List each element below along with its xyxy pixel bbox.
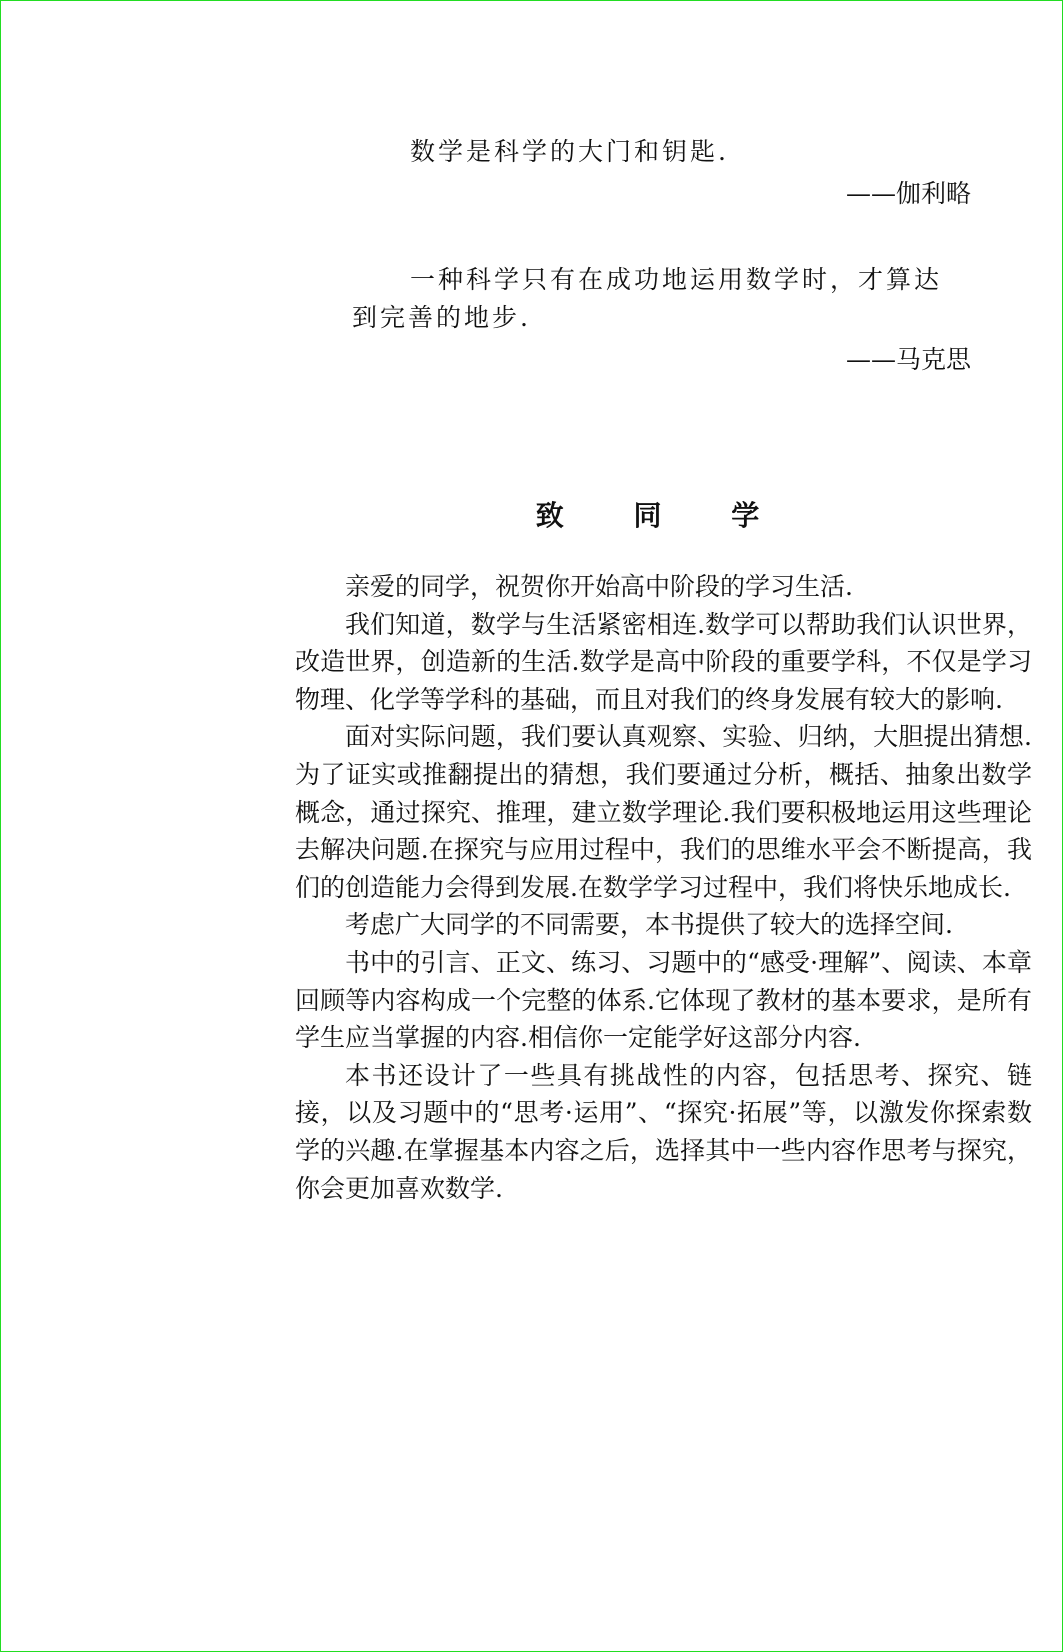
paragraph: 亲爱的同学，祝贺你开始高中阶段的学习生活.	[345, 572, 853, 601]
quote-2-author: ——马克思	[845, 345, 971, 374]
paragraph: 考虑广大同学的不同需要，本书提供了较大的选择空间.	[345, 910, 953, 940]
quote-2-line-1: 一种科学只有在成功地运用数学时，才算达	[410, 265, 943, 294]
quote-1-author: ——伽利略	[845, 179, 971, 208]
paragraph: 书中的引言、正文、练习、习题中的“感受·理解”、阅读、本章回顾等内容构成一个完整的体系.它体现了教材的基本要求，是所有学生应当掌握的内容.相信你一定能学好这部分内容.	[295, 947, 1032, 1053]
quote-2-line-2: 到完善的地步.	[352, 303, 531, 332]
paragraph: 我们知道，数学与生活紧密相连.数学可以帮助我们认识世界，改造世界，创造新的生活.数学是高中阶段的重要学科，不仅是学习物理、化学等学科的基础，而且对我们的终身发展有较大的影响.	[295, 609, 1032, 714]
paragraph: 本书还设计了一些具有挑战性的内容，包括思考、探究、链接，以及习题中的“思考·运用”、“探究·拓展”等，以激发你探索数学的兴趣.在掌握基本内容之后，选择其中一些内容作思考与探究，你会更加喜欢数学.	[295, 1060, 1032, 1203]
quote-1-text: 数学是科学的大门和钥匙.	[410, 137, 729, 166]
letter-body	[295, 568, 1032, 1207]
paragraph: 面对实际问题，我们要认真观察、实验、归纳，大胆提出猜想.为了证实或推翻提出的猜想，我们要通过分析，概括、抽象出数学概念，通过探究、推理，建立数学理论.我们要积极地运用这些理论去解决问题.在探究与应用过程中，我们的思维水平会不断提高，我们的创造能力会得到发展.在数学学习过程中，我们将快乐地成长.	[295, 722, 1032, 902]
page-title: 致 同 学	[535, 499, 790, 532]
